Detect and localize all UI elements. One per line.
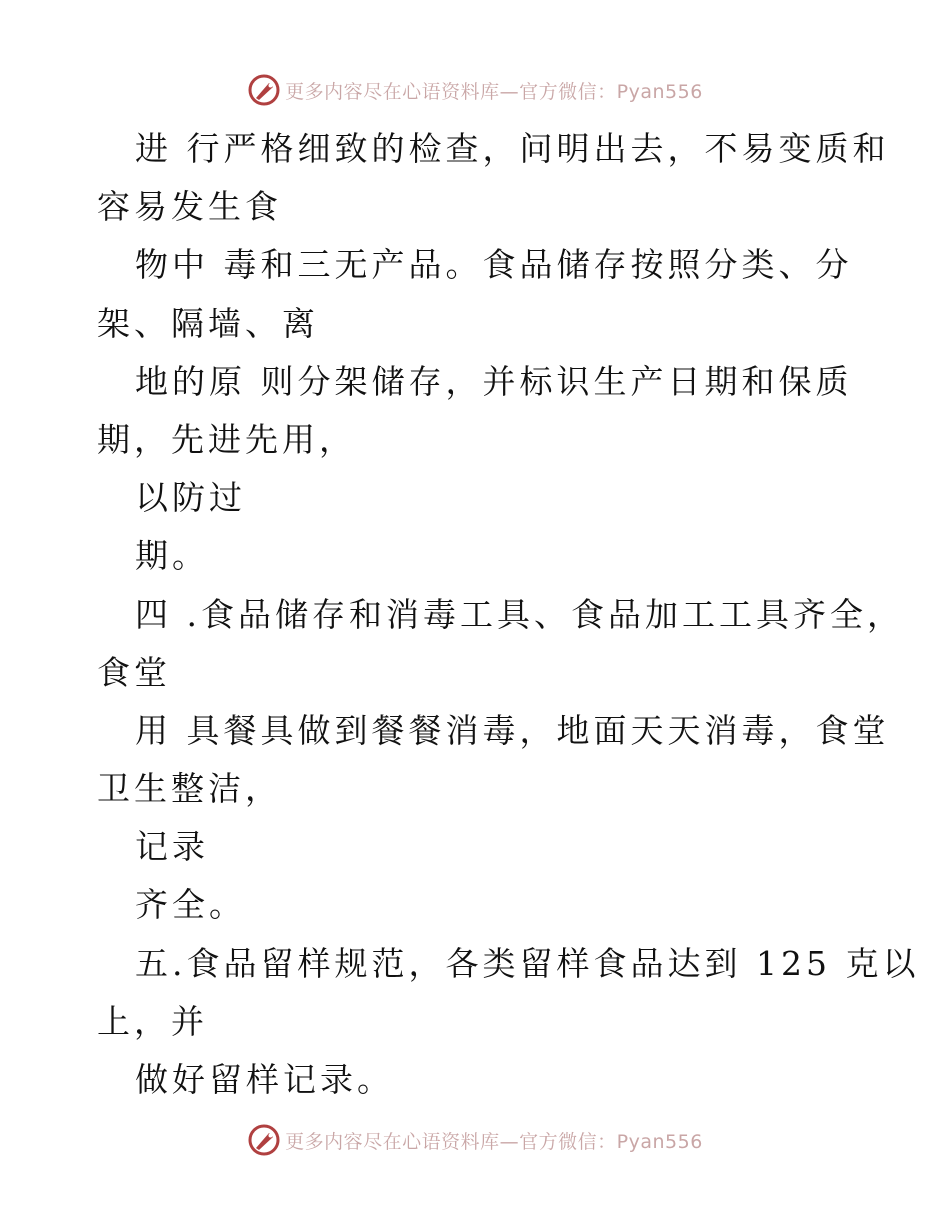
text-line: 进 行严格细致的检查，问明出去，不易变质和 (135, 129, 890, 168)
text-line: 以防过 (135, 478, 246, 518)
text-line: 记录 (135, 827, 209, 867)
pen-nib-logo-icon (247, 1123, 281, 1157)
text-line: 做好留样记录。 (135, 1060, 394, 1099)
header-banner-text: 更多内容尽在心语资料库—官方微信：Pyan556 (285, 80, 703, 103)
document-body (97, 120, 920, 1109)
footer-banner-text: 更多内容尽在心语资料库—官方微信：Pyan556 (285, 1130, 703, 1153)
header-watermark-banner (0, 68, 950, 112)
text-line: 齐全。 (135, 885, 246, 925)
text-line: 物中 毒和三无产品。食品储存按照分类、分 (135, 245, 853, 285)
pen-nib-logo-icon (247, 73, 281, 107)
text-line: 架、隔墙、离 (97, 303, 319, 343)
footer-watermark-banner (0, 1118, 950, 1162)
text-line: 容易发生食 (97, 187, 282, 227)
text-line: 期，先进先用， (97, 419, 356, 459)
text-line: 用 具餐具做到餐餐消毒，地面天天消毒，食堂 (135, 710, 890, 750)
text-line: 期。 (135, 536, 209, 576)
text-line: 上，并 (97, 1001, 208, 1041)
text-line: 四 .食品储存和消毒工具、食品加工工具齐全， (135, 594, 904, 634)
text-line: 五.食品留样规范，各类留样食品达到 125 克以 (135, 943, 920, 983)
text-line: 地的原 则分架储存，并标识生产日期和保质 (135, 361, 853, 401)
text-line: 卫生整洁， (97, 769, 282, 809)
text-line: 食堂 (97, 652, 171, 692)
